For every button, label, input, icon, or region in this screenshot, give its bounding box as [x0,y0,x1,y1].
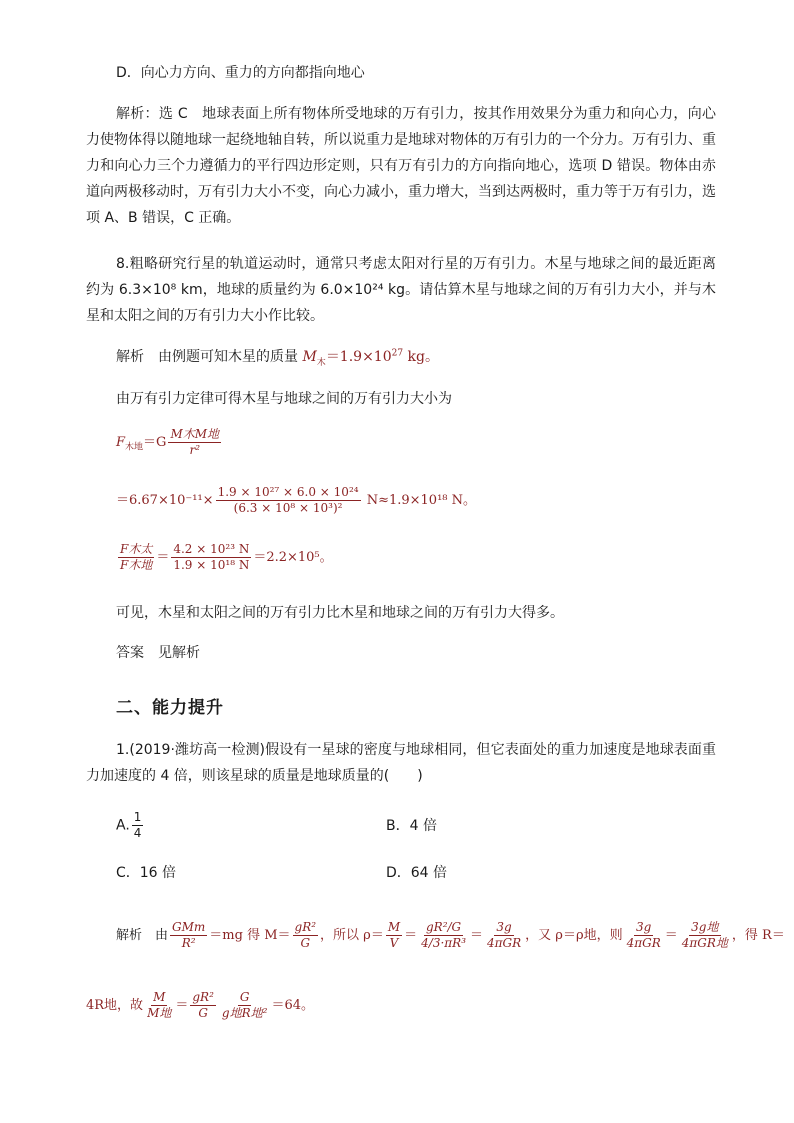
q1-option-d: D．64 倍 [386,865,448,881]
q1-option-b: B．4 倍 [386,818,437,834]
q1-analysis-line1: 解析 由 $\frac{\text{GMm}}{\text{R²}}$ ＝mg 得 M＝ $\frac{\text{gR²}}{G}$ ，所以 ρ＝ $\frac{M}{V}$ ＝ $\frac{\text{gR²/G}}{\text{4/3·πR³}}$ ＝ $\frac{3g}{\text{4πGR}}$ ，又 ρ＝ρ地，则 $\frac{3g}{\text{4πGR}}$ ＝ $\frac{\text{3g地}}{\text{4πGR地}}$ ，得 R＝ [116,920,785,950]
section-heading: 二、能力提升 [116,698,224,718]
q1-option-a: A. $\frac{1}{4}$ [116,810,142,840]
q1-stem: 1.(2019·潍坊高一检测)假设有一星球的密度与地球相同，但它表面处的重力加速度是地球表面重力加速度的 4 倍，则该星球的质量是地球质量的( ) [86,742,716,784]
q8-conclusion: 可见，木星和太阳之间的万有引力比木星和地球之间的万有引力大得多。 [116,605,564,621]
prev-analysis: 解析：选 C 地球表面上所有物体所受地球的万有引力，按其作用效果分为重力和向心力，向心力使物体得以随地球一起绕地轴自转，所以说重力是地球对物体的万有引力的一个分力。万有引力、重力和向心力三个力遵循力的平行四边形定则，只有万有引力的方向指向地心，选项 D 错误。物体由赤道向两极移动时，万有引力大小不变，向心力减小，重力增大，当到达两极时，重力等于万有引力，选项 A、B 错误，C 正确。 [86,106,716,226]
q8-analysis-mass: 解析 由例题可知木星的质量 $M_木=1.9\times 10^{27}$ kg。 [116,348,439,368]
option-d-prev: D．向心力方向、重力的方向都指向地心 [116,65,365,81]
formula-ratio: $\frac{\text{F木太}}{\text{F木地}}$ ＝ $\frac{\text{4.2 × 10²³ N}}{\text{1.9 × 10¹⁸ N}}$ ＝2.2×10⁵。 [120,542,333,572]
formula-f-2: ＝6.67×10⁻¹¹× $\frac{\text{1.9 × 10²⁷ × 6.0 × 10²⁴}}{\text{(6.3 × 10⁸ × 10³)²}}$ N≈1.9×10¹⁸ N。 [116,485,477,515]
q8-answer: 答案 见解析 [116,645,200,661]
q1-option-c: C．16 倍 [116,865,177,881]
q1-analysis-line2: 4R地，故 $\frac{M}{\text{M地}}$ ＝ $\frac{\text{gR²}}{G}$ $\frac{G}{\text{g地R地²}}$ ＝64。 [86,990,314,1020]
q8-stem: 8.粗略研究行星的轨道运动时，通常只考虑太阳对行星的万有引力。木星与地球之间的最近距离约为 6.3×10⁸ km，地球的质量约为 6.0×10²⁴ kg。请估算木星与地球之间的万有引力大小，并与木星和太阳之间的万有引力大小作比较。 [86,256,716,324]
q8-law-line: 由万有引力定律可得木星与地球之间的万有引力大小为 [116,391,452,407]
formula-f-1: $F_{木地}=G$ $\frac{\text{M木M地}}{\text{r²}}$ [116,427,220,457]
